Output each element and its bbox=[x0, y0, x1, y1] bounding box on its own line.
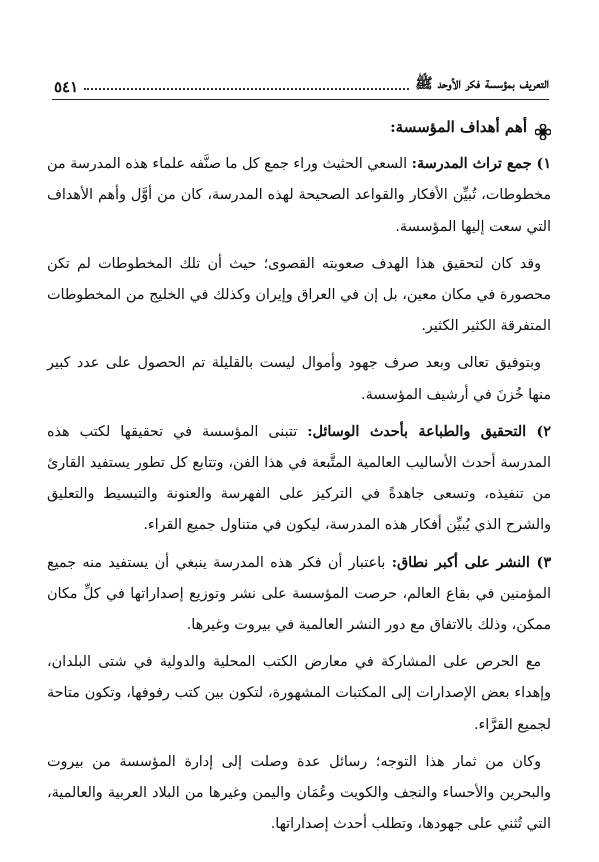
item-1-text: السعي الحثيث وراء جمع كل ما صنَّفه علماء هذه المدرسة من مخطوطات، تُبيِّن الأفكار والقواعد الصحيحة لهذه المدرسة، كان من أوَّل وأهم الأهداف التي سعت إليها المؤسسة. bbox=[47, 156, 551, 235]
item-3-paragraph bbox=[47, 548, 551, 642]
header-leader-dots bbox=[84, 87, 409, 90]
page-number: ٥٤١ bbox=[54, 78, 79, 96]
paragraph-3: مع الحرص على المشاركة في معارض الكتب المحلية والدولية في شتى البلدان، وإهداء بعض الإصدارات إلى المكتبات المشهورة، لتكون بين كتب رفوفها، وتكون متاحة لجميع القرَّاء. bbox=[47, 654, 551, 733]
item-1-paragraph bbox=[47, 149, 551, 243]
flower-ornament-icon bbox=[535, 120, 551, 136]
section-heading-text: أهم أهداف المؤسسة: bbox=[390, 118, 527, 136]
header-title: التعريف بمؤسسة فكر الأوحد ﷺ bbox=[415, 75, 549, 92]
paragraph-1: وقد كان لتحقيق هذا الهدف صعوبته القصوى؛ حيث أن تلك المخطوطات لم تكن محصورة في مكان معين، بل إن في العراق وإيران وكذلك في الخليج من المخطوطات المتفرقة الكثير الكثير. bbox=[47, 255, 551, 335]
item-2-text: تتبنى المؤسسة في تحقيقها لكتب هذه المدرسة أحدث الأساليب العالمية المتَّبعة في هذا الفن، وتتابع كل تطور يستفيد القارئ من تنفيذه، وتسعى جاهدةً في التركيز على الفهرسة والعنونة والتبسيط والتعليق والشرح الذي يُبيِّن أفكار هذه المدرسة، ليكون في متناول جميع القراء. bbox=[47, 423, 551, 534]
item-3-text: باعتبار أن فكر هذه المدرسة ينبغي أن يستفيد منه جميع المؤمنين في بقاع العالم، حرصت المؤسسة على نشر وتوزيع إصداراتها في كلِّ مكان ممكن، وذلك بالاتفاق مع دور النشر العالمية في بيروت وغيرها. bbox=[47, 554, 551, 634]
body-text bbox=[47, 112, 551, 840]
paragraph-2: وبتوفيق تعالى وبعد صرف جهود وأموال ليست بالقليلة تم الحصول على عدد كبير منها خُزنَ في أرشيف المؤسسة. bbox=[47, 355, 551, 403]
paragraph-4: وكان من ثمار هذا التوجه؛ رسائل عدة وصلت إلى إدارة المؤسسة من بيروت والبحرين والأحساء والنجف والكويت وعُمَان واليمن وغيرها من البلاد العربية والعالمية، التي تُثني على جهودها، وتطلب أحدث إصداراتها. bbox=[47, 753, 551, 833]
section-heading bbox=[47, 112, 551, 143]
header-rule bbox=[52, 99, 549, 100]
item-2-lead: ٢) التحقيق والطباعة بأحدث الوسائل: bbox=[307, 423, 551, 440]
item-1-lead: ١) جمع تراث المدرسة: bbox=[411, 156, 551, 173]
running-header bbox=[54, 70, 549, 96]
item-2-paragraph bbox=[47, 417, 551, 542]
item-3-lead: ٣) النشر على أكبر نطاق: bbox=[391, 554, 551, 571]
